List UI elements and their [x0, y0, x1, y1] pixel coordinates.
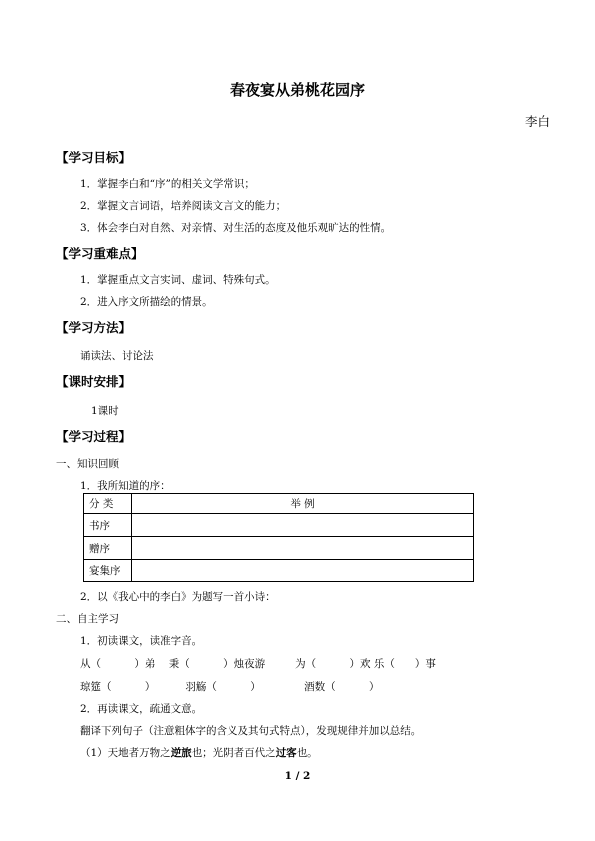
key-point-item-1: 1．掌握重点文言实词、虚词、特殊句式。	[80, 274, 276, 286]
objective-item-2: 2．掌握文言词语，培养阅读文言文的能力；	[80, 200, 287, 212]
section-heading-methods: 【学习方法】	[56, 320, 132, 335]
question-1-1: 1．我所知道的序：	[80, 480, 171, 492]
table-header-category: 分 类	[84, 494, 132, 513]
table-cell-category: 赠序	[84, 537, 132, 559]
table-cell-examples[interactable]	[132, 537, 473, 559]
question-2-1: 1．初读课文，读准字音。	[80, 635, 203, 647]
table-row	[84, 537, 473, 560]
part-one-heading: 一、知识回顾	[56, 458, 119, 470]
pinyin-line-2: 琼筵（ ） 羽觞（ ） 酒数（ ）	[80, 681, 380, 693]
objective-item-1: 1．掌握李白和“序”的相关文学常识；	[80, 178, 255, 190]
part-two-heading: 二、自主学习	[56, 613, 119, 625]
section-heading-key-points: 【学习重难点】	[56, 246, 144, 261]
section-heading-schedule: 【课时安排】	[56, 374, 132, 389]
table-row	[84, 560, 473, 581]
pinyin-line-1: 从（ ）弟 秉（ ）烛夜游 为（ ）欢 乐（ ）事	[80, 658, 436, 670]
sentence-part: （1）天地者万物之	[80, 747, 171, 759]
table-cell-category: 书序	[84, 514, 132, 536]
translation-sentence-1	[80, 745, 318, 760]
translation-instruction: 翻译下列句子（注意粗体字的含义及其句式特点），发现规律并加以总结。	[80, 725, 422, 737]
table-cell-examples[interactable]	[132, 514, 473, 536]
page-number: 1 / 2	[284, 770, 311, 782]
table-cell-examples[interactable]	[132, 560, 473, 581]
table-header-row	[84, 494, 473, 514]
sentence-part: 也；光阴者百代之	[191, 747, 276, 759]
table-cell-category: 宴集序	[84, 560, 132, 581]
author-name: 李白	[524, 114, 550, 129]
question-2-2: 2．再读课文，疏通文意。	[80, 703, 203, 715]
bold-term: 过客	[275, 747, 297, 759]
question-1-2: 2．以《我心中的李白》为题写一首小诗：	[80, 591, 276, 603]
key-point-item-2: 2．进入序文所描绘的情景。	[80, 296, 213, 308]
schedule-text: 1课时	[91, 405, 119, 417]
document-title: 春夜宴从弟桃花园序	[229, 81, 365, 99]
table-header-examples: 举 例	[290, 498, 315, 510]
section-heading-objectives: 【学习目标】	[56, 150, 132, 165]
section-heading-process: 【学习过程】	[56, 429, 132, 444]
methods-text: 诵读法、讨论法	[80, 350, 154, 362]
table-row	[84, 514, 473, 537]
sentence-part: 也。	[296, 747, 318, 759]
objective-item-3: 3．体会李白对自然、对亲情、对生活的态度及他乐观旷达的性情。	[80, 222, 392, 234]
bold-term: 逆旅	[170, 747, 192, 759]
preface-types-table	[83, 493, 474, 582]
